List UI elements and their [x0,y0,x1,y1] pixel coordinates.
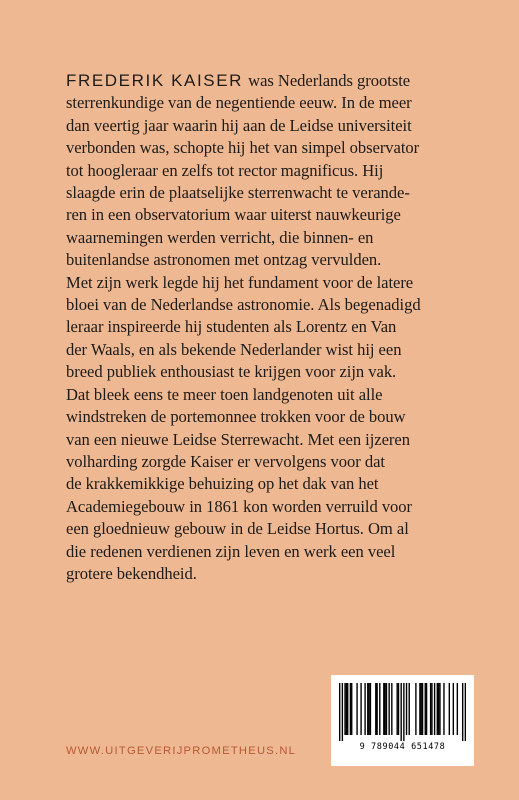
barcode-bar [437,683,438,735]
blurb-line: leraar inspireerde hij studenten als Lorentz en Van [66,317,397,337]
blurb-line: bloei van de Nederlandse astronomie. Als begenadigd [66,295,421,315]
barcode-bar [396,683,397,735]
barcode-bar [430,683,431,735]
blurb-line: Met zijn werk legde hij het fundament voor de latere [66,272,414,292]
blurb-line: van een nieuwe Leidse Sterrewacht. Met een ijzeren [66,429,410,449]
blurb-line-text: was Nederlands grootste [244,71,411,90]
barcode-bar [344,683,345,735]
barcode-bar [419,683,420,735]
barcode-bar [386,683,387,735]
barcode-bars [339,683,466,741]
barcode-bar [439,683,440,735]
barcode-bar [426,683,427,735]
barcode-bar [438,683,439,735]
blurb-line: Academiegebouw in 1861 kon worden verruild voor [66,496,413,516]
barcode-bar [383,683,384,735]
blurb-line: der Waals, en als bekende Nederlander wist hij een [66,339,402,359]
barcode-bar [415,683,416,735]
barcode-bar [391,683,392,735]
barcode-bar [421,683,422,735]
back-cover-blurb [66,70,486,585]
barcode-bar [342,683,343,741]
blurb-line: windstreken de portemonnee trokken voor de bouw [66,407,406,427]
barcode-bar [462,683,463,741]
publisher-website: WWW.UITGEVERIJPROMETHEUS.NL [66,745,297,757]
barcode-bar [453,683,454,735]
blurb-line: ren in een observatorium waar uiterst nauwkeurige [66,205,401,225]
blurb-line: verbonden was, schopte hij het van simpel observator [66,138,420,158]
blurb-line: dan veertig jaar waarin hij aan de Leidse universiteit [66,115,412,135]
barcode-bar [368,683,369,735]
barcode-bar [434,683,435,735]
blurb-line: buitenlandse astronomen met ontzag vervulden. [66,250,382,270]
blurb-line: die redenen verdienen zijn leven en werk een veel [66,541,396,561]
barcode-bar [422,683,423,735]
author-name: FREDERIK KAISER [66,71,244,90]
barcode-bar [379,683,380,735]
barcode-bar [406,683,407,735]
barcode-bar [367,683,368,735]
barcode-bar [465,683,466,741]
blurb-line: sterrenkundige van de negentiende eeuw. In de meer [66,93,412,113]
blurb-line: waarnemingen werden verricht, die binnen- en [66,227,374,247]
barcode-bar [347,683,348,735]
isbn-barcode [331,675,474,766]
blurb-line: grotere bekendheid. [66,563,197,583]
blurb-line: breed publiek enthousiast te krijgen voor zijn vak. [66,362,397,382]
isbn-number: 9 789044 651478 [359,742,446,752]
blurb-line: tot hoogleraar en zelfs tot rector magnificus. Hij [66,160,384,180]
barcode-bar [388,683,389,735]
barcode-bar [350,683,351,735]
barcode-bar [449,683,450,735]
barcode-bar [400,683,401,741]
blurb-line: slaagde erin de plaatselijke sterrenwacht te verande- [66,183,410,203]
barcode-bar [351,683,352,735]
blurb-line: een gloednieuw gebouw in de Leidse Hortus. Om al [66,519,409,539]
barcode-bar [431,683,432,735]
barcode-bar [409,683,410,735]
barcode-bar [425,683,426,735]
barcode-bar [384,683,385,735]
barcode-bar [376,683,377,735]
barcode-bar [457,683,458,735]
blurb-line [66,70,486,92]
barcode-bar [370,683,371,735]
blurb-line: volharding zorgde Kaiser er vervolgens voor dat [66,451,385,471]
barcode-bar [398,683,399,735]
blurb-line: de krakkemikkige behuizing op het dak van het [66,474,379,494]
barcode-bar [360,683,361,735]
barcode-bar [443,683,444,735]
barcode-bar [356,683,357,735]
blurb-line: Dat bleek eens te meer toen landgenoten uit alle [66,384,383,404]
barcode-bar [346,683,347,735]
barcode-bar [339,683,340,741]
barcode-bar [403,683,404,741]
barcode-bar [364,683,365,735]
barcode-bar [375,683,376,735]
